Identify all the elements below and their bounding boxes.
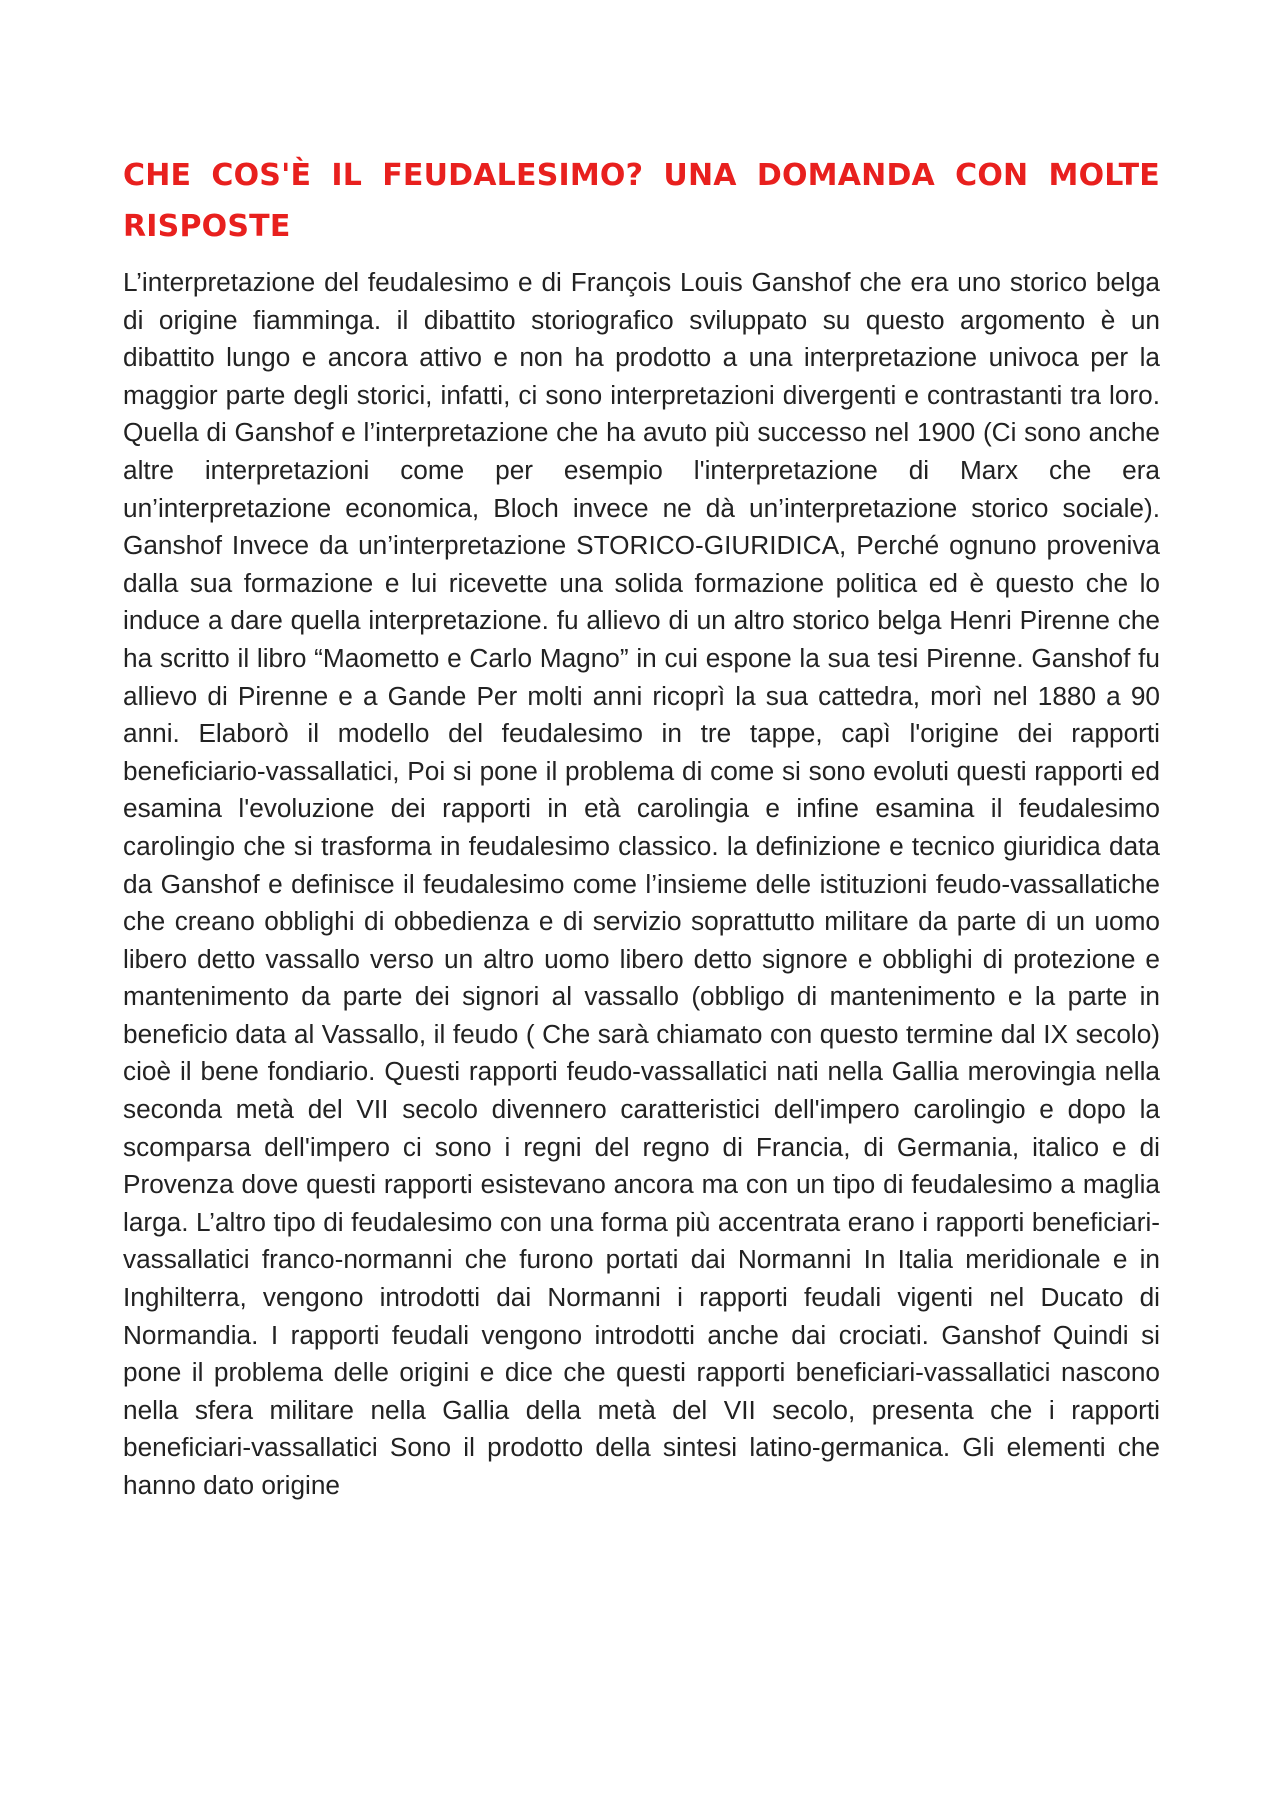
document-content — [123, 150, 1160, 1505]
document-title: CHE COS'È IL FEUDALESIMO? UNA DOMANDA CON MOLTE RISPOSTE — [123, 158, 1160, 244]
document-body-paragraph: L’interpretazione del feudalesimo e di François Louis Ganshof che era uno storico belga di origine fiamminga. il dibattito storiografico sviluppato su questo argomento è un dibattito lungo e ancora attivo e non ha prodotto a una interpretazione univoca per la maggior parte degli storici, infatti, ci sono interpretazioni divergenti e contrastanti tra loro. Quella di Ganshof e l’interpretazione che ha avuto più successo nel 1900 (Ci sono anche altre interpretazioni come per esempio l'interpretazione di Marx che era un’interpretazione economica, Bloch invece ne dà un’interpretazione storico sociale). Ganshof Invece da un’interpretazione STORICO-GIURIDICA, Perché ognuno proveniva dalla sua formazione e lui ricevette una solida formazione politica ed è questo che lo induce a dare quella interpretazione. fu allievo di un altro storico belga Henri Pirenne che ha scritto il libro “Maometto e Carlo Magno” in cui espone la sua tesi Pirenne. Ganshof fu allievo di Pirenne e a Gande Per molti anni ricoprì la sua cattedra, morì nel 1880 a 90 anni. Elaborò il modello del feudalesimo in tre tappe, capì l'origine dei rapporti beneficiario-vassallatici, Poi si pone il problema di come si sono evoluti questi rapporti ed esamina l'evoluzione dei rapporti in età carolingia e infine esamina il feudalesimo carolingio che si trasforma in feudalesimo classico. la definizione e tecnico giuridica data da Ganshof e definisce il feudalesimo come l’insieme delle istituzioni feudo-vassallatiche che creano obblighi di obbedienza e di servizio soprattutto militare da parte di un uomo libero detto vassallo verso un altro uomo libero detto signore e obblighi di protezione e mantenimento da parte dei signori al vassallo (obbligo di mantenimento e la parte in beneficio data al Vassallo, il feudo ( Che sarà chiamato con questo termine dal IX secolo) cioè il bene fondiario. Questi rapporti feudo-vassallatici nati nella Gallia merovingia nella seconda metà del VII secolo divennero caratteristici dell'impero carolingio e dopo la scomparsa dell'impero ci sono i regni del regno di Francia, di Germania, italico e di Provenza dove questi rapporti esistevano ancora ma con un tipo di feudalesimo a maglia larga. L’altro tipo di feudalesimo con una forma più accentrata erano i rapporti beneficiari-vassallatici franco-normanni che furono portati dai Normanni In Italia meridionale e in Inghilterra, vengono introdotti dai Normanni i rapporti feudali vigenti nel Ducato di Normandia. I rapporti feudali vengono introdotti anche dai crociati. Ganshof Quindi si pone il problema delle origini e dice che questi rapporti beneficiari-vassallatici nascono nella sfera militare nella Gallia della metà del VII secolo, presenta che i rapporti beneficiari-vassallatici Sono il prodotto della sintesi latino-germanica. Gli elementi che hanno dato origine — [123, 267, 1160, 1500]
